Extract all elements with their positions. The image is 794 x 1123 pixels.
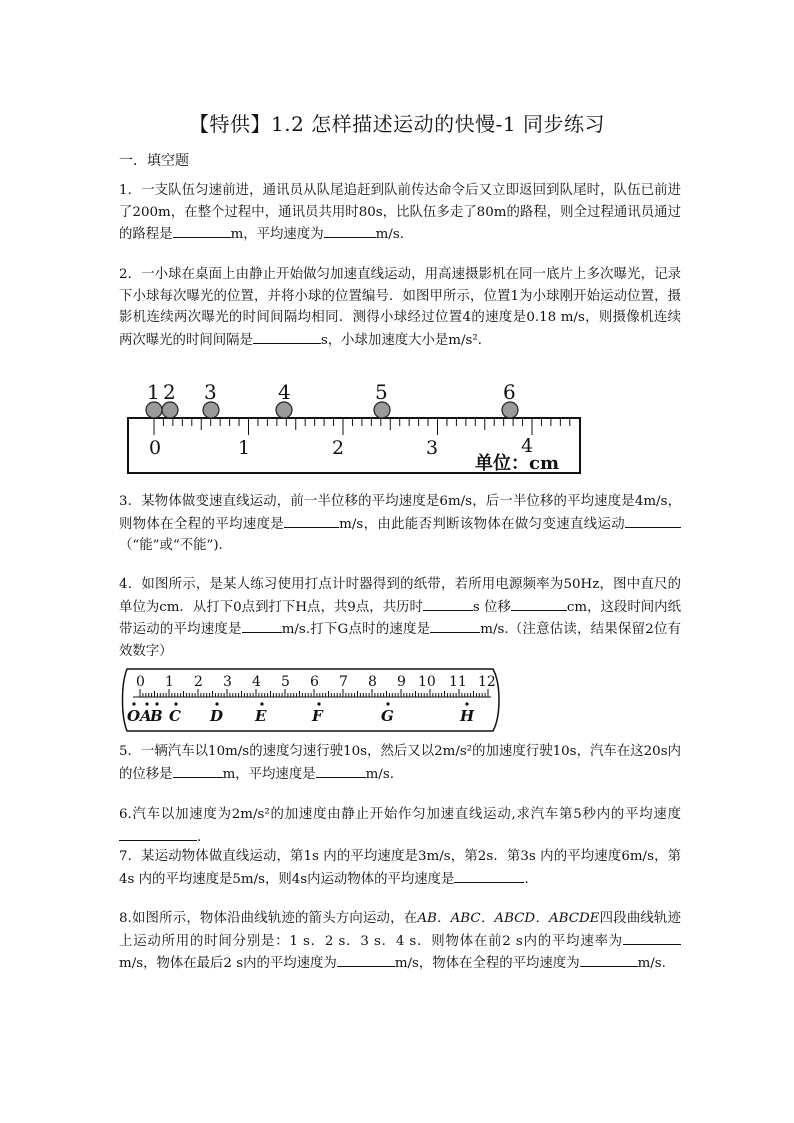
- answer-blank[interactable]: [284, 513, 339, 528]
- question-2: 2．一小球在桌面上由静止开始做匀加速直线运动，用高速摄影机在同一底片上多次曝光，记录下小球每次曝光的位置，并将小球的位置编号．如图甲所示，位置1为小球刚开始运动位置，摄影机连续两次曝光的时间间隔均相同．测得小球经过位置4的速度是0.18 m/s，则摄像机连续两次曝光的时间间隔是 s，小球加速度大小是m/s²．: [119, 267, 681, 348]
- scale-label: 0: [149, 437, 162, 459]
- ball-label: 3: [204, 380, 217, 404]
- answer-blank[interactable]: [316, 763, 366, 778]
- scale-label: 2: [332, 437, 345, 459]
- tape-dot: [132, 702, 135, 705]
- point-label: F: [312, 707, 323, 725]
- answer-blank[interactable]: [511, 596, 567, 611]
- answer-blank[interactable]: [423, 596, 473, 611]
- page-title: 【特供】1.2 怎样描述运动的快慢-1 同步练习: [188, 112, 605, 136]
- answer-blank[interactable]: [253, 329, 321, 344]
- tape-dot: [174, 702, 177, 705]
- answer-blank[interactable]: [337, 952, 395, 967]
- scale-label: 2: [194, 674, 203, 690]
- answer-blank[interactable]: [173, 763, 223, 778]
- answer-blank[interactable]: [324, 223, 376, 238]
- ball-label: 4: [278, 380, 291, 404]
- scale-label: 1: [165, 674, 174, 690]
- tape-dot: [317, 702, 320, 705]
- scale-label: 3: [223, 674, 232, 690]
- ball-ruler-figure: [125, 380, 585, 476]
- point-label: O: [127, 707, 141, 725]
- scale-label: 6: [310, 674, 319, 690]
- tape-dot: [145, 702, 148, 705]
- point-label: G: [381, 707, 394, 725]
- point-label: B: [150, 707, 163, 725]
- section-heading: 一．填空题: [119, 153, 189, 169]
- answer-blank[interactable]: [242, 618, 282, 633]
- scale-label: 4: [252, 674, 261, 690]
- ball-label: 2: [163, 380, 176, 404]
- scale-label: 5: [281, 674, 290, 690]
- scale-label: 9: [397, 674, 406, 690]
- unit-label: 单位：cm: [475, 453, 560, 474]
- question-3: 3．某物体做变速直线运动，前一半位移的平均速度是6m/s，后一半位移的平均速度是4m/s，则物体在全程的平均速度是 m/s，由此能否判断该物体在做匀变速直线运动（“能”或“不能”).: [119, 494, 681, 553]
- tape-dot: [260, 702, 263, 705]
- scale-label: 12: [478, 674, 496, 690]
- ball: [374, 402, 390, 418]
- answer-blank[interactable]: [580, 952, 638, 967]
- point-label: C: [169, 707, 181, 725]
- ball-label: 5: [375, 380, 388, 404]
- question-7: 7．某运动物体做直线运动，第1s 内的平均速度是3m/s，第2s．第3s 内的平均速度6m/s，第4s 内的平均速度是5m/s，则4s内运动物体的平均速度是 .: [119, 849, 681, 887]
- point-label: A: [140, 707, 152, 725]
- scale-label: 7: [339, 674, 348, 690]
- paper-tape-figure: [119, 666, 504, 734]
- tape-dot: [215, 702, 218, 705]
- scale-label: 3: [426, 437, 439, 459]
- question-5: 5．一辆汽车以10m/s的速度匀速行驶10s，然后又以2m/s²的加速度行驶10s，汽车在这20s内的位移是 m，平均速度是 m/s.: [119, 744, 681, 782]
- ball: [502, 402, 518, 418]
- question-8: 8.如图所示，物体沿曲线轨迹的箭头方向运动，在AB．ABC．ABCD．ABCDE四段曲线轨迹上运动所用的时间分别是：1 s．2 s．3 s．4 s．则物体在前2 s内的平均速率为m/s，物体在最后2 s内的平均速度为 m/s，物体在全程的平均速度为 m/s.: [119, 911, 681, 971]
- ball: [203, 402, 219, 418]
- ball: [162, 402, 178, 418]
- answer-blank[interactable]: [173, 223, 231, 238]
- scale-label: 8: [368, 674, 377, 690]
- question-6: 6.汽车以加速度为2m/s²的加速度由静止开始作匀加速直线运动,求汽车第5秒内的平均速度.: [119, 807, 681, 845]
- tape-dot: [386, 702, 389, 705]
- tape-dot: [465, 702, 468, 705]
- point-label: D: [210, 707, 224, 725]
- scale-label: 11: [449, 674, 467, 690]
- tape-dot: [155, 702, 158, 705]
- point-label: E: [255, 707, 267, 725]
- question-1: 1．一支队伍匀速前进，通讯员从队尾追赶到队前传达命令后又立即返回到队尾时，队伍已前进了200m，在整个过程中，通讯员共用时80s，比队伍多走了80m的路程，则全过程通讯员通过的路程是 m，平均速度为 m/s.: [119, 183, 681, 242]
- scale-label: 0: [136, 674, 145, 690]
- ball: [276, 402, 292, 418]
- answer-blank[interactable]: [454, 868, 524, 883]
- answer-blank[interactable]: [430, 618, 480, 633]
- answer-blank[interactable]: [625, 513, 681, 528]
- answer-blank[interactable]: [623, 930, 681, 945]
- scale-label: 1: [238, 437, 251, 459]
- scale-label: 4: [521, 435, 534, 457]
- ball: [146, 402, 162, 418]
- answer-blank[interactable]: [119, 826, 197, 841]
- point-label: H: [460, 707, 475, 725]
- scale-label: 10: [418, 674, 436, 690]
- question-4: 4．如图所示，是某人练习使用打点计时器得到的纸带，若所用电源频率为50Hz，图中直尺的单位为cm．从打下0点到打下H点，共9点，共历时 s 位移 cm，这段时间内纸带运动的平均速度是 m/s.打下G点时的速度是 m/s.（注意估读，结果保留2位有效数字）: [119, 577, 681, 659]
- ball-label: 6: [503, 380, 516, 404]
- ball-label: 1: [147, 380, 160, 404]
